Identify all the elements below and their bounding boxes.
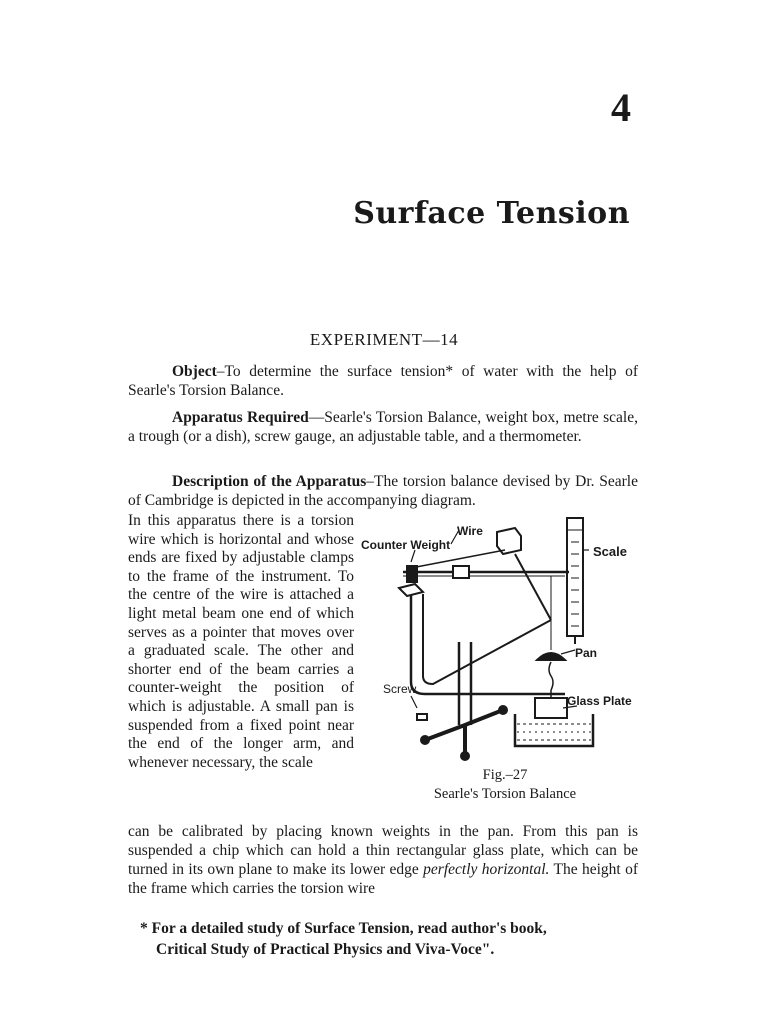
label-glass-plate: Glass Plate bbox=[567, 694, 632, 708]
label-counter-weight: Counter Weight bbox=[361, 538, 451, 552]
pan bbox=[537, 653, 565, 660]
description-side-column: In this apparatus there is a torsion wire which is horizontal and whose ends are fixed by adjustable clamps to the frame of the instrument. To the centre of the wire is attached a light metal beam one end of which serves as a pointer that moves over a graduated scale. The other and shorter end of the beam carries a counter-weight the position of which is adjustable. A small pan is suspended from a fixed point near the end of the longer arm, and whenever necessary, the scale bbox=[128, 512, 354, 771]
torsion-balance-figure bbox=[355, 510, 655, 810]
description-paragraph-top bbox=[128, 472, 638, 510]
description-text-bottom-1: can be calibrated by placing known weights in the pan. From this pan is suspended a chip which can hold a thin rectangular glass plate, which can be turned in its own plane to make its lower edge bbox=[128, 823, 638, 878]
footnote bbox=[140, 918, 640, 960]
levelling-screw bbox=[417, 714, 427, 720]
chapter-title: Surface Tension bbox=[353, 196, 630, 231]
description-text-top: –The torsion balance devised by Dr. Searle of Cambridge is depicted in the accompanying diagram. bbox=[128, 473, 638, 509]
footnote-line-2: Critical Study of Practical Physics and Viva-Voce". bbox=[156, 941, 495, 958]
counter-weight bbox=[453, 566, 469, 578]
description-emphasis: perfectly horizontal. bbox=[423, 861, 550, 878]
balance-frame bbox=[411, 590, 565, 694]
glass-plate bbox=[535, 698, 567, 718]
label-scale: Scale bbox=[593, 544, 627, 559]
description-paragraph-bottom bbox=[128, 822, 638, 898]
experiment-heading: EXPERIMENT—14 bbox=[309, 330, 459, 349]
object-lead: Object bbox=[172, 363, 217, 380]
figure-number: Fig.–27 bbox=[482, 767, 528, 783]
object-text: –To determine the surface tension* of water with the help of Searle's Torsion Balance. bbox=[128, 363, 638, 399]
description-lead: Description of the Apparatus bbox=[172, 473, 367, 490]
footnote-line-1: * For a detailed study of Surface Tension, read author's book, bbox=[140, 920, 547, 937]
apparatus-paragraph bbox=[128, 408, 638, 446]
figure-caption: Searle's Torsion Balance bbox=[433, 786, 577, 802]
chapter-number: 4 bbox=[611, 85, 631, 130]
graduated-scale bbox=[567, 518, 583, 636]
apparatus-text: —Searle's Torsion Balance, weight box, metre scale, a trough (or a dish), screw gauge, an adjustable table, and a thermometer. bbox=[128, 409, 638, 445]
label-screw: Screw bbox=[383, 682, 417, 696]
object-paragraph bbox=[128, 362, 638, 400]
tripod-base bbox=[425, 710, 503, 756]
description-text-bottom-2: The height of the frame which carries the torsion wire bbox=[128, 861, 638, 897]
apparatus-lead: Apparatus Required bbox=[172, 409, 309, 426]
label-wire: Wire bbox=[457, 524, 483, 538]
label-pan: Pan bbox=[575, 646, 598, 660]
